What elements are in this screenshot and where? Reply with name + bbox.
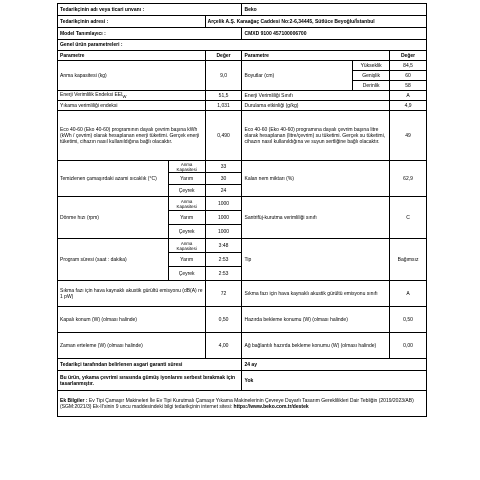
depth-value: 58 <box>390 81 427 91</box>
spin-sub-label-0: Anma Kapasitesi <box>168 197 205 211</box>
address-label: Tedarikçinin adresi : <box>58 16 206 28</box>
eei-label-sub: W <box>122 93 127 99</box>
standby-label: Hazırda bekleme konumu (W) (olması halinde) <box>242 307 390 333</box>
silver-row <box>58 371 427 391</box>
off-standby-row <box>58 307 427 333</box>
width-value: 60 <box>390 71 427 81</box>
temp-row-a <box>58 161 427 173</box>
height-label: Yükseklik <box>353 61 390 71</box>
spin-row-a <box>58 197 427 211</box>
temp-label: Temizlenen çamaşırdaki azami sıcaklık (°C) <box>58 161 169 197</box>
moisture-label: Kalan nem miktarı (%) <box>242 161 390 197</box>
standby-value: 0,50 <box>390 307 427 333</box>
warranty-row <box>58 359 427 371</box>
silver-value: Yok <box>242 371 427 391</box>
delay-value: 4,00 <box>205 333 242 359</box>
duration-sub-value-0: 3:48 <box>205 239 242 253</box>
eei-value: 51,5 <box>205 91 242 101</box>
extra-label: Ek Bilgiler : <box>60 397 88 404</box>
support-link[interactable]: https://www.beko.com.tr/destek <box>233 403 309 410</box>
type-value: Bağımsız <box>390 239 427 281</box>
spin-sub-value-0: 1000 <box>205 197 242 211</box>
wash-label: Yıkama verimliliği endeksi <box>58 101 206 111</box>
supplier-value: Beko <box>242 4 427 16</box>
general-row <box>58 40 427 51</box>
delay-network-row <box>58 333 427 359</box>
width-label: Genişlik <box>353 71 390 81</box>
warranty-label: Tedarikçi tarafından belirlenen asgari garanti süresi <box>58 359 242 371</box>
duration-sub-value-1: 2:53 <box>205 253 242 267</box>
depth-label: Derinlik <box>353 81 390 91</box>
wash-value: 1,031 <box>205 101 242 111</box>
moisture-value: 62,9 <box>390 161 427 197</box>
off-value: 0,50 <box>205 307 242 333</box>
noise-label: Sıkma fazı için hava kaynaklı akustik gürültü emisyonu (dB(A) re 1 pW) <box>58 281 206 307</box>
network-value: 0,00 <box>390 333 427 359</box>
height-value: 84,5 <box>390 61 427 71</box>
column-header-row <box>58 51 427 61</box>
general-label: Genel ürün parametreleri : <box>58 40 427 51</box>
noise-class-value: A <box>390 281 427 307</box>
spin-sub-label-1: Yarım <box>168 211 205 225</box>
temp-sub-label-0: Anma Kapasitesi <box>168 161 205 173</box>
eei-class-label: Enerji Verimliliği Sınıfı <box>242 91 390 101</box>
duration-sub-value-2: 2:53 <box>205 267 242 281</box>
eei-label-text: Enerji Verimlilik Endeksi EEI <box>60 91 123 98</box>
noise-class-label: Sıkma fazı için hava kaynaklı akustik gürültü emisyonu sınıfı <box>242 281 390 307</box>
warranty-value: 24 ay <box>242 359 427 371</box>
supplier-row <box>58 4 427 16</box>
product-info-table <box>57 3 427 417</box>
energy-water-row <box>58 111 427 161</box>
duration-sub-label-1: Yarım <box>168 253 205 267</box>
temp-sub-value-0: 33 <box>205 161 242 173</box>
water-value: 49 <box>390 111 427 161</box>
rinse-label: Durulama etkinliği (g/kg) <box>242 101 390 111</box>
model-row <box>58 28 427 40</box>
model-label: Model Tanımlayıcı : <box>58 28 242 40</box>
noise-value: 72 <box>205 281 242 307</box>
duration-label: Program süresi (saat : dakika) <box>58 239 169 281</box>
extra-info <box>58 391 427 417</box>
duration-sub-label-0: Anma Kapasitesi <box>168 239 205 253</box>
address-row <box>58 16 427 28</box>
value-header-right: Değer <box>390 51 427 61</box>
capacity-label: Anma kapasitesi (kg) <box>58 61 206 91</box>
duration-row-a <box>58 239 427 253</box>
temp-sub-label-1: Yarım <box>168 173 205 185</box>
temp-sub-value-1: 30 <box>205 173 242 185</box>
spin-sub-value-2: 1000 <box>205 225 242 239</box>
wash-row <box>58 101 427 111</box>
off-label: Kapalı konum (W) (olması halinde) <box>58 307 206 333</box>
temp-sub-label-2: Çeyrek <box>168 185 205 197</box>
extra-row <box>58 391 427 417</box>
param-header-right: Parametre <box>242 51 390 61</box>
address-value: Arçelik A.Ş. Karaağaç Caddesi No:2-6,34445, Sütlüce Beyoğlu/İstanbul <box>205 16 426 28</box>
energy-value: 0,490 <box>205 111 242 161</box>
rinse-value: 4,9 <box>390 101 427 111</box>
model-value: CMXD 9100 457100006700 <box>242 28 427 40</box>
energy-label: Eco 40-60 (Eko 40-60) programının dayalı çevrim başına kWh (kWh / çevrim) olarak hesaplanan enerji tüketimi. Gerçek enerji tüketimi, cihazın nasıl kullanıldığına bağlı olacaktır. <box>58 111 206 161</box>
supplier-label: Tedarikçinin adı veya ticari unvanı : <box>58 4 242 16</box>
spin-label: Dönme hızı (rpm) <box>58 197 169 239</box>
delay-label: Zaman erteleme (W) (olması halinde) <box>58 333 206 359</box>
noise-row <box>58 281 427 307</box>
spin-class-label: Santrifüj-kurutma verimliliği sınıfı <box>242 197 390 239</box>
spin-sub-label-2: Çeyrek <box>168 225 205 239</box>
eei-label <box>58 91 206 101</box>
network-label: Ağ bağlantılı hazırda bekleme konumu (W) (olması halinde) <box>242 333 390 359</box>
extra-text: Ev Tipi Çamaşır Makineleri İle Ev Tipi Kurutmalı Çamaşır Yıkama Makinelerinin Çevreye Duyarlı Tasarım Gereklilikleri Dair Tebliğin (2019/2023/AB) (SGM:2021/3) Ek-II'sinin 9 uncu maddesindeki bilgi tedarikçinin internet sitesi: <box>60 397 414 410</box>
eei-row <box>58 91 427 101</box>
param-header-left: Parametre <box>58 51 206 61</box>
type-label: Tip <box>242 239 390 281</box>
dimensions-label: Boyutlar (cm) <box>242 61 353 91</box>
capacity-value: 9,0 <box>205 61 242 91</box>
spin-sub-value-1: 1000 <box>205 211 242 225</box>
value-header-left: Değer <box>205 51 242 61</box>
eei-class-value: A <box>390 91 427 101</box>
duration-sub-label-2: Çeyrek <box>168 267 205 281</box>
temp-sub-value-2: 24 <box>205 185 242 197</box>
capacity-row-a <box>58 61 427 71</box>
silver-label: Bu ürün, yıkama çevrimi sırasında gümüş iyonlarını serbest bırakmak için tasarlanmıştır. <box>58 371 242 391</box>
water-label: Eco 40-60 (Eko 40-60) programına dayalı çevrim başına litre olarak hesaplanan (litre/çevrim) su tüketimi. Gerçek su tüketimi, cihazın nasıl kullanıldığına ve suyun sertliğine bağlı olacaktır. <box>242 111 390 161</box>
spin-class-value: C <box>390 197 427 239</box>
